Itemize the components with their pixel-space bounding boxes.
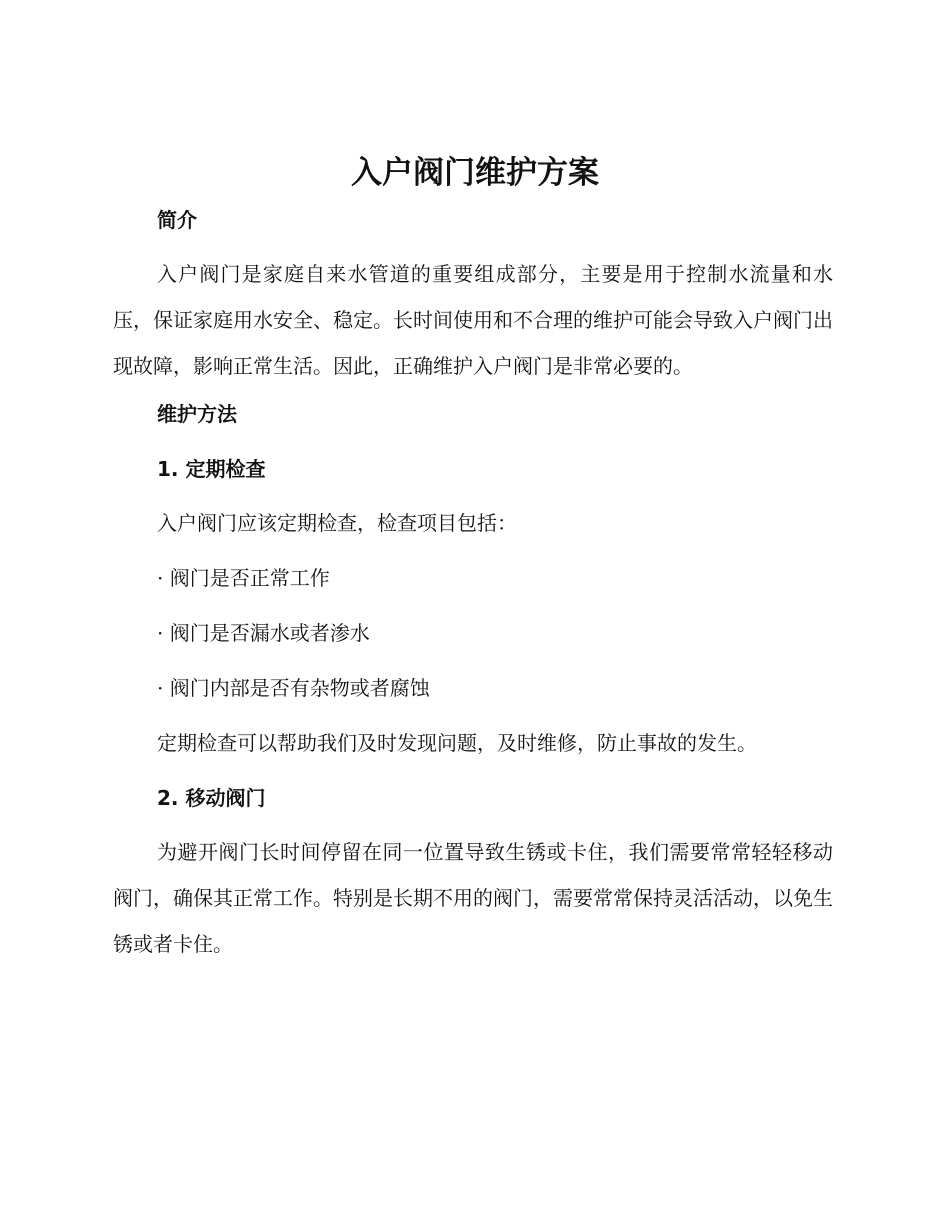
intro-heading: 简介 (157, 208, 197, 232)
section1-heading: 1. 定期检查 (157, 457, 266, 481)
list-item: · 阀门内部是否有杂物或者腐蚀 (157, 676, 430, 700)
list-item: · 阀门是否正常工作 (157, 566, 330, 590)
list-item: · 阀门是否漏水或者渗水 (157, 621, 370, 645)
section1-intro: 入户阀门应该定期检查，检查项目包括： (157, 511, 517, 535)
section2-paragraph: 为避开阀门长时间停留在同一位置导致生锈或卡住，我们需要常常轻轻移动阀门，确保其正常工作。特别是长期不用的阀门，需要常常保持灵活活动，以免生锈或者卡住。 (113, 840, 833, 956)
document-title: 入户阀门维护方案 (351, 155, 599, 191)
section1-summary: 定期检查可以帮助我们及时发现问题，及时维修，防止事故的发生。 (157, 731, 757, 755)
methods-heading: 维护方法 (157, 402, 237, 426)
intro-paragraph: 入户阀门是家庭自来水管道的重要组成部分，主要是用于控制水流量和水压，保证家庭用水安全、稳定。长时间使用和不合理的维护可能会导致入户阀门出现故障，影响正常生活。因此，正确维护入户阀门是非常必要的。 (113, 262, 833, 378)
section2-heading: 2. 移动阀门 (157, 786, 266, 810)
